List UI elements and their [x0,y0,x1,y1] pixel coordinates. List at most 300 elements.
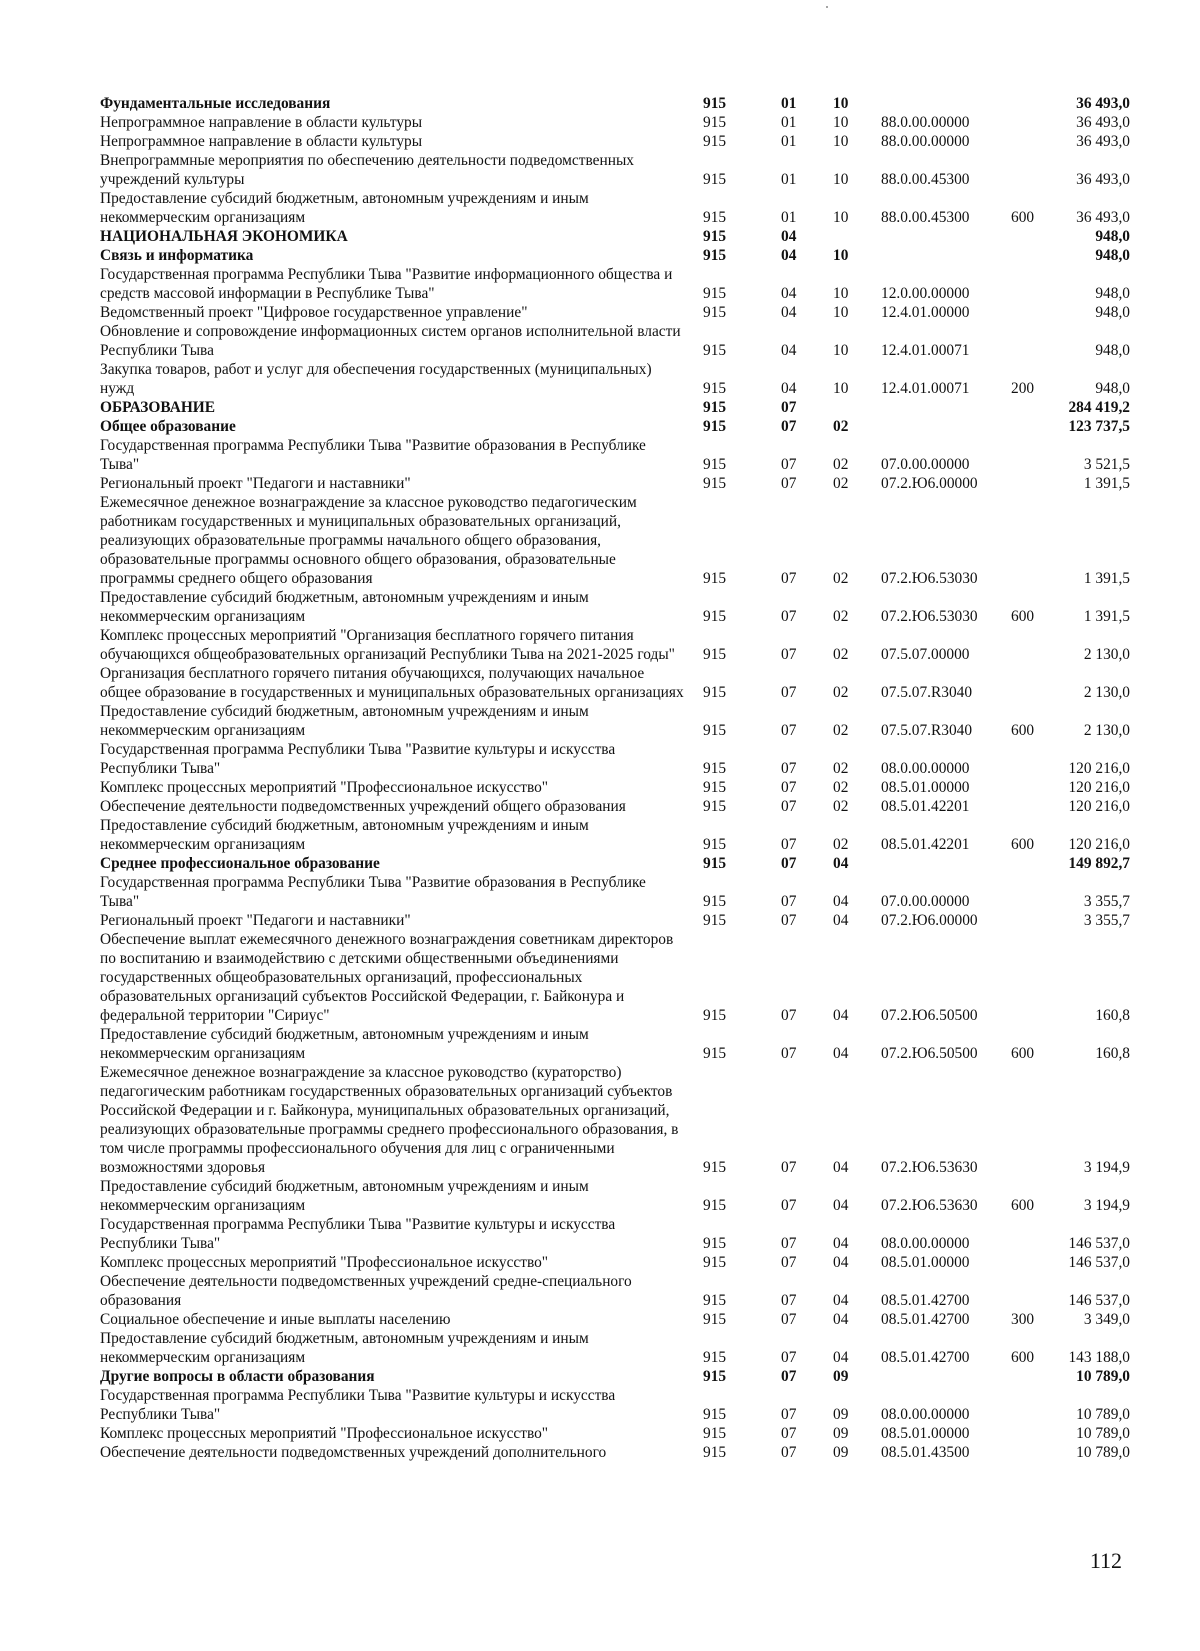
cell-rz: 07 [781,1045,797,1062]
table-row [100,626,1130,664]
table-row [100,1443,1130,1462]
cell-sum: 948,0 [1095,380,1130,397]
cell-rz: 07 [781,1425,797,1442]
cell-rz: 04 [781,247,797,264]
cell-vr [1011,94,1061,113]
cell-name: Комплекс процессных мероприятий "Профессиональное искусство" [100,1254,549,1271]
table-row [100,911,1130,930]
cell-sum: 36 493,0 [1076,171,1130,188]
cell-pr: 04 [833,912,849,929]
cell-vr: 600 [1011,836,1035,853]
table-row [100,778,1130,797]
cell-rz: 07 [781,1406,797,1423]
table-row [100,816,1130,854]
cell-csr: 12.4.01.00071 [881,342,970,359]
cell-name: Непрограммное направление в области культуры [100,133,423,150]
cell-vr [1011,1367,1061,1386]
cell-rz: 07 [781,646,797,663]
cell-rz: 07 [781,1349,797,1366]
cell-gr: 915 [703,722,727,739]
cell-sum: 10 789,0 [1076,1406,1130,1423]
table-row [100,854,1130,873]
cell-gr: 915 [703,228,727,245]
table-row [100,702,1130,740]
cell-pr [833,227,881,246]
cell-gr: 915 [703,380,727,397]
cell-rz: 07 [781,1159,797,1176]
cell-name: Среднее профессиональное образование [100,855,380,872]
cell-sum: 120 216,0 [1068,760,1130,777]
cell-name: Предоставление субсидий бюджетным, автономным учреждениям и иным некоммерческим организациям [100,1178,589,1214]
table-row [100,1063,1130,1177]
cell-gr: 915 [703,475,727,492]
cell-sum: 36 493,0 [1076,133,1130,150]
cell-sum: 948,0 [1095,304,1130,321]
cell-pr: 04 [833,1045,849,1062]
cell-rz: 04 [781,380,797,397]
cell-rz: 07 [781,475,797,492]
cell-sum: 948,0 [1095,228,1130,245]
cell-sum: 160,8 [1095,1007,1130,1024]
cell-name: НАЦИОНАЛЬНАЯ ЭКОНОМИКА [100,228,348,245]
cell-name: ОБРАЗОВАНИЕ [100,399,216,416]
cell-vr [1011,1063,1061,1177]
table-row [100,740,1130,778]
cell-rz: 07 [781,1007,797,1024]
table-body [100,94,1130,1462]
cell-pr: 04 [833,1311,849,1328]
cell-pr: 04 [833,855,849,872]
cell-name: Предоставление субсидий бюджетным, автономным учреждениям и иным некоммерческим организациям [100,1026,589,1062]
cell-gr: 915 [703,1444,727,1461]
cell-vr [1011,1253,1061,1272]
cell-vr: 600 [1011,209,1035,226]
cell-sum: 36 493,0 [1076,114,1130,131]
cell-vr [1011,1443,1061,1462]
cell-pr: 02 [833,608,849,625]
cell-rz: 07 [781,399,797,416]
cell-sum: 284 419,2 [1068,399,1130,416]
cell-name: Ежемесячное денежное вознаграждение за классное руководство педагогическим работникам государственных и муниципальных образовательных организаций, реализующих образовательные программы начального общего образования, образовательные программы основного общего образования, образовательные программы среднего общего образования [100,494,637,587]
cell-sum: 1 391,5 [1083,475,1130,492]
cell-pr: 10 [833,247,849,264]
cell-csr: 08.0.00.00000 [881,1406,970,1423]
cell-gr: 915 [703,1159,727,1176]
cell-rz: 01 [781,95,797,112]
cell-name: Государственная программа Республики Тыва "Развитие образования в Республике Тыва" [100,874,646,910]
cell-pr: 04 [833,1292,849,1309]
cell-gr: 915 [703,1007,727,1024]
cell-name: Обеспечение деятельности подведомственных учреждений средне-специального образования [100,1273,632,1309]
cell-rz: 07 [781,722,797,739]
cell-csr [881,227,1011,246]
table-row [100,1386,1130,1424]
cell-name: Комплекс процессных мероприятий "Профессиональное искусство" [100,779,549,796]
cell-vr [1011,664,1061,702]
cell-csr: 07.2.Ю6.53630 [881,1197,978,1214]
cell-gr: 915 [703,418,727,435]
cell-csr: 07.2.Ю6.00000 [881,475,978,492]
cell-sum: 3 194,9 [1083,1159,1130,1176]
cell-rz: 07 [781,836,797,853]
cell-pr: 04 [833,1197,849,1214]
table-row [100,189,1130,227]
table-row [100,94,1130,113]
cell-name: Региональный проект "Педагоги и наставники" [100,912,411,929]
cell-csr: 08.5.01.00000 [881,779,970,796]
cell-rz: 04 [781,304,797,321]
cell-pr: 02 [833,760,849,777]
cell-gr: 915 [703,1349,727,1366]
cell-sum: 2 130,0 [1083,722,1130,739]
cell-name: Обеспечение деятельности подведомственных учреждений дополнительного [100,1444,607,1461]
cell-pr: 02 [833,475,849,492]
cell-csr: 07.2.Ю6.50500 [881,1045,978,1062]
cell-gr: 915 [703,456,727,473]
table-row [100,360,1130,398]
cell-sum: 123 737,5 [1068,418,1130,435]
cell-csr: 88.0.00.45300 [881,171,970,188]
cell-pr: 10 [833,133,849,150]
cell-csr: 07.2.Ю6.00000 [881,912,978,929]
cell-csr: 08.0.00.00000 [881,760,970,777]
cell-gr: 915 [703,760,727,777]
budget-table [100,94,1130,1462]
cell-gr: 915 [703,285,727,302]
table-row [100,303,1130,322]
cell-name: Закупка товаров, работ и услуг для обеспечения государственных (муниципальных) нужд [100,361,652,397]
cell-sum: 143 188,0 [1068,1349,1130,1366]
cell-sum: 120 216,0 [1068,798,1130,815]
cell-gr: 915 [703,1406,727,1423]
cell-rz: 07 [781,1292,797,1309]
cell-vr [1011,436,1061,474]
cell-sum: 3 521,5 [1083,456,1130,473]
cell-gr: 915 [703,779,727,796]
cell-sum: 160,8 [1095,1045,1130,1062]
cell-gr: 915 [703,893,727,910]
cell-gr: 915 [703,1235,727,1252]
table-row [100,664,1130,702]
cell-csr: 07.2.Ю6.53630 [881,1159,978,1176]
cell-vr: 600 [1011,1197,1035,1214]
cell-csr: 08.5.01.43500 [881,1444,970,1461]
table-row [100,873,1130,911]
cell-vr: 600 [1011,722,1035,739]
cell-pr: 04 [833,1349,849,1366]
cell-csr: 12.4.01.00000 [881,304,970,321]
cell-gr: 915 [703,608,727,625]
cell-name: Связь и информатика [100,247,254,264]
cell-pr: 04 [833,1007,849,1024]
cell-vr [1011,778,1061,797]
cell-sum: 120 216,0 [1068,836,1130,853]
cell-name: Ежемесячное денежное вознаграждение за классное руководство (кураторство) педагогическим работникам государственных образовательных организаций субъектов Российской Федерации и г. Байконура, муниципальных образовательных организаций, реализующих образовательные программы среднего профессионального образования, в том числе программы профессионального обучения для лиц с ограниченными возможностями здоровья [100,1064,679,1176]
cell-vr [1011,873,1061,911]
cell-gr: 915 [703,1311,727,1328]
cell-gr: 915 [703,399,727,416]
cell-csr: 08.5.01.00000 [881,1254,970,1271]
cell-rz: 01 [781,171,797,188]
cell-rz: 04 [781,342,797,359]
cell-sum: 1 391,5 [1083,608,1130,625]
cell-vr [1011,151,1061,189]
cell-rz: 07 [781,1254,797,1271]
cell-pr: 02 [833,570,849,587]
cell-vr [1011,474,1061,493]
cell-name: Государственная программа Республики Тыва "Развитие информационного общества и средств массовой информации в Республике Тыва" [100,266,673,302]
cell-sum: 948,0 [1095,342,1130,359]
cell-name: Государственная программа Республики Тыва "Развитие образования в Республике Тыва" [100,437,646,473]
cell-vr [1011,417,1061,436]
cell-vr [1011,854,1061,873]
page-number: 112 [1089,1548,1122,1573]
cell-gr: 915 [703,1254,727,1271]
cell-pr: 09 [833,1368,849,1385]
table-row [100,151,1130,189]
cell-name: Государственная программа Республики Тыва "Развитие культуры и искусства Республики Тыва" [100,1216,616,1252]
cell-gr: 915 [703,304,727,321]
table-row [100,588,1130,626]
cell-vr [1011,113,1061,132]
cell-vr [1011,1424,1061,1443]
cell-vr [1011,303,1061,322]
table-row [100,930,1130,1025]
cell-sum: 149 892,7 [1068,855,1130,872]
cell-name: Комплекс процессных мероприятий "Организация бесплатного горячего питания обучающихся общеобразовательных организаций Республики Тыва на 2021-2025 годы" [100,627,675,663]
cell-sum: 146 537,0 [1068,1235,1130,1252]
cell-name: Предоставление субсидий бюджетным, автономным учреждениям и иным некоммерческим организациям [100,703,589,739]
cell-csr: 08.5.01.42700 [881,1311,970,1328]
cell-vr: 600 [1011,1349,1035,1366]
cell-pr: 10 [833,285,849,302]
cell-rz: 01 [781,114,797,131]
cell-sum: 3 355,7 [1083,893,1130,910]
cell-name: Ведомственный проект "Цифровое государственное управление" [100,304,528,321]
cell-rz: 07 [781,912,797,929]
cell-vr [1011,493,1061,588]
table-row [100,1177,1130,1215]
cell-csr: 88.0.00.00000 [881,133,970,150]
cell-gr: 915 [703,1292,727,1309]
cell-sum: 3 194,9 [1083,1197,1130,1214]
cell-gr: 915 [703,209,727,226]
cell-pr: 10 [833,95,849,112]
cell-gr: 915 [703,912,727,929]
cell-vr [1011,322,1061,360]
cell-vr: 600 [1011,608,1035,625]
cell-csr: 08.5.01.00000 [881,1425,970,1442]
cell-sum: 10 789,0 [1076,1444,1130,1461]
cell-sum: 1 391,5 [1083,570,1130,587]
cell-sum: 36 493,0 [1076,95,1130,112]
cell-csr: 08.5.01.42700 [881,1292,970,1309]
cell-pr: 04 [833,1159,849,1176]
table-row [100,265,1130,303]
cell-name: Общее образование [100,418,236,435]
cell-csr: 07.2.Ю6.50500 [881,1007,978,1024]
cell-sum: 10 789,0 [1076,1425,1130,1442]
cell-csr: 12.4.01.00071 [881,380,970,397]
cell-name: Предоставление субсидий бюджетным, автономным учреждениям и иным некоммерческим организациям [100,1330,589,1366]
table-row [100,1424,1130,1443]
cell-pr: 04 [833,1254,849,1271]
cell-sum: 3 349,0 [1083,1311,1130,1328]
cell-sum: 2 130,0 [1083,646,1130,663]
cell-sum: 3 355,7 [1083,912,1130,929]
cell-gr: 915 [703,855,727,872]
cell-name: Предоставление субсидий бюджетным, автономным учреждениям и иным некоммерческим организациям [100,190,589,226]
cell-rz: 01 [781,209,797,226]
cell-gr: 915 [703,1197,727,1214]
cell-rz: 07 [781,779,797,796]
cell-pr: 10 [833,171,849,188]
cell-gr: 915 [703,646,727,663]
cell-name: Фундаментальные исследования [100,95,331,112]
cell-name: Социальное обеспечение и иные выплаты населению [100,1311,451,1328]
cell-gr: 915 [703,114,727,131]
cell-pr: 09 [833,1444,849,1461]
cell-csr [881,246,1011,265]
cell-gr: 915 [703,570,727,587]
cell-csr: 08.0.00.00000 [881,1235,970,1252]
cell-csr: 07.5.07.R3040 [881,722,973,739]
table-row [100,417,1130,436]
cell-name: Предоставление субсидий бюджетным, автономным учреждениям и иным некоммерческим организациям [100,589,589,625]
cell-vr [1011,227,1061,246]
cell-vr [1011,265,1061,303]
cell-rz: 07 [781,684,797,701]
cell-gr: 915 [703,342,727,359]
cell-name: Предоставление субсидий бюджетным, автономным учреждениям и иным некоммерческим организациям [100,817,589,853]
table-row [100,113,1130,132]
cell-vr: 600 [1011,1045,1035,1062]
cell-rz: 07 [781,418,797,435]
cell-pr: 10 [833,304,849,321]
cell-gr: 915 [703,1368,727,1385]
cell-vr [1011,246,1061,265]
cell-gr: 915 [703,133,727,150]
cell-pr: 02 [833,798,849,815]
cell-pr: 02 [833,418,849,435]
table-row [100,322,1130,360]
cell-vr [1011,132,1061,151]
cell-csr: 07.2.Ю6.53030 [881,570,978,587]
cell-csr: 07.5.07.R3040 [881,684,973,701]
cell-rz: 07 [781,456,797,473]
cell-pr: 10 [833,114,849,131]
cell-rz: 07 [781,608,797,625]
cell-pr: 10 [833,342,849,359]
cell-vr [1011,1272,1061,1310]
cell-pr: 02 [833,836,849,853]
table-row [100,132,1130,151]
cell-pr: 04 [833,893,849,910]
cell-name: Обновление и сопровождение информационных систем органов исполнительной власти Республики Тыва [100,323,681,359]
cell-name: Непрограммное направление в области культуры [100,114,423,131]
cell-vr [1011,1215,1061,1253]
cell-rz: 07 [781,855,797,872]
cell-pr: 02 [833,646,849,663]
table-row [100,246,1130,265]
cell-pr: 09 [833,1425,849,1442]
cell-gr: 915 [703,836,727,853]
cell-pr: 10 [833,380,849,397]
cell-name: Региональный проект "Педагоги и наставники" [100,475,411,492]
cell-vr [1011,740,1061,778]
cell-rz: 07 [781,570,797,587]
cell-csr: 12.0.00.00000 [881,285,970,302]
cell-gr: 915 [703,1045,727,1062]
cell-gr: 915 [703,171,727,188]
cell-pr: 02 [833,684,849,701]
cell-rz: 07 [781,798,797,815]
cell-csr: 88.0.00.45300 [881,209,970,226]
cell-csr: 88.0.00.00000 [881,114,970,131]
cell-csr [881,94,1011,113]
cell-name: Обеспечение деятельности подведомственных учреждений общего образования [100,798,626,815]
cell-sum: 948,0 [1095,247,1130,264]
cell-vr: 200 [1011,380,1035,397]
cell-vr [1011,1386,1061,1424]
cell-csr [881,854,1011,873]
cell-csr: 08.5.01.42700 [881,1349,970,1366]
table-row [100,1272,1130,1310]
cell-rz: 07 [781,1444,797,1461]
cell-vr [1011,398,1061,417]
cell-gr: 915 [703,247,727,264]
table-row [100,1329,1130,1367]
cell-csr: 08.5.01.42201 [881,836,970,853]
cell-csr [881,398,1011,417]
cell-name: Комплекс процессных мероприятий "Профессиональное искусство" [100,1425,549,1442]
cell-pr: 09 [833,1406,849,1423]
cell-vr [1011,797,1061,816]
cell-sum: 10 789,0 [1076,1368,1130,1385]
cell-sum: 120 216,0 [1068,779,1130,796]
cell-vr [1011,911,1061,930]
table-row [100,436,1130,474]
cell-name: Внепрограммные мероприятия по обеспечению деятельности подведомственных учреждений культуры [100,152,634,188]
cell-pr: 10 [833,209,849,226]
cell-rz: 01 [781,133,797,150]
cell-gr: 915 [703,95,727,112]
table-row [100,1367,1130,1386]
cell-rz: 04 [781,228,797,245]
cell-csr [881,417,1011,436]
cell-vr [1011,930,1061,1025]
cell-rz: 07 [781,1368,797,1385]
cell-sum: 948,0 [1095,285,1130,302]
cell-rz: 07 [781,893,797,910]
scan-artifact [826,6,828,8]
cell-rz: 07 [781,1311,797,1328]
cell-rz: 07 [781,1197,797,1214]
table-row [100,1310,1130,1329]
cell-sum: 146 537,0 [1068,1292,1130,1309]
cell-csr: 07.5.07.00000 [881,646,970,663]
table-row [100,227,1130,246]
cell-name: Государственная программа Республики Тыва "Развитие культуры и искусства Республики Тыва" [100,741,616,777]
table-row [100,474,1130,493]
cell-rz: 04 [781,285,797,302]
cell-gr: 915 [703,798,727,815]
cell-sum: 2 130,0 [1083,684,1130,701]
cell-rz: 07 [781,1235,797,1252]
cell-csr: 07.0.00.00000 [881,893,970,910]
cell-pr: 02 [833,722,849,739]
cell-gr: 915 [703,684,727,701]
